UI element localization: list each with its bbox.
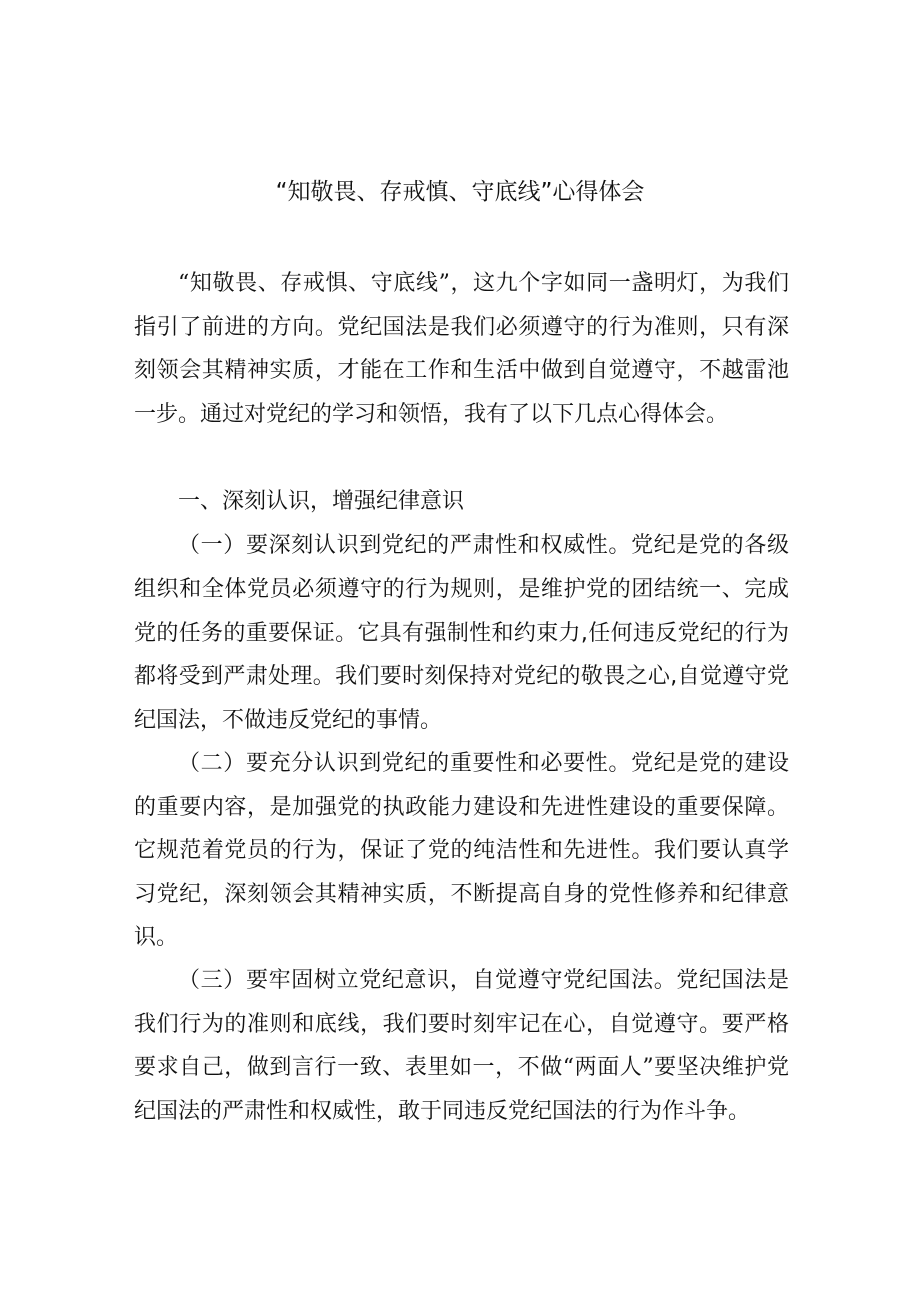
paragraph-2: （二）要充分认识到党纪的重要性和必要性。党纪是党的建设的重要内容，是加强党的执政能力建设和先进性建设的重要保障。它规范着党员的行为，保证了党的纯洁性和先进性。我们要认真学习党纪，深刻领会其精神实质，不断提高自身的党性修养和纪律意识。: [134, 751, 789, 950]
paragraph-3: （三）要牢固树立党纪意识，自觉遵守党纪国法。党纪国法是我们行为的准则和底线，我们要时刻牢记在心，自觉遵守。要严格要求自己，做到言行一致、表里如一，不做“两面人”要坚决维护党纪国法的严肃性和权威性，敢于同违反党纪国法的行为作斗争。: [134, 968, 789, 1124]
paragraph-1: （一）要深刻认识到党纪的严肃性和权威性。党纪是党的各级组织和全体党员必须遵守的行为规则，是维护党的团结统一、完成党的任务的重要保证。它具有强制性和约束力,任何违反党纪的行为都将受到严肃处理。我们要时刻保持对党纪的敬畏之心,自觉遵守党纪国法，不做违反党纪的事情。: [134, 533, 789, 734]
document-title: “知敬畏、存戒慎、守底线”心得体会: [275, 179, 645, 205]
intro-paragraph: “知敬畏、存戒惧、守底线”，这九个字如同一盏明灯，为我们指引了前进的方向。党纪国法是我们必须遵守的行为准则，只有深刻领会其精神实质，才能在工作和生活中做到自觉遵守，不越雷池一步。通过对党纪的学习和领悟，我有了以下几点心得体会。: [134, 271, 789, 427]
section-heading-one: 一、深刻认识，增强纪律意识: [178, 489, 465, 514]
